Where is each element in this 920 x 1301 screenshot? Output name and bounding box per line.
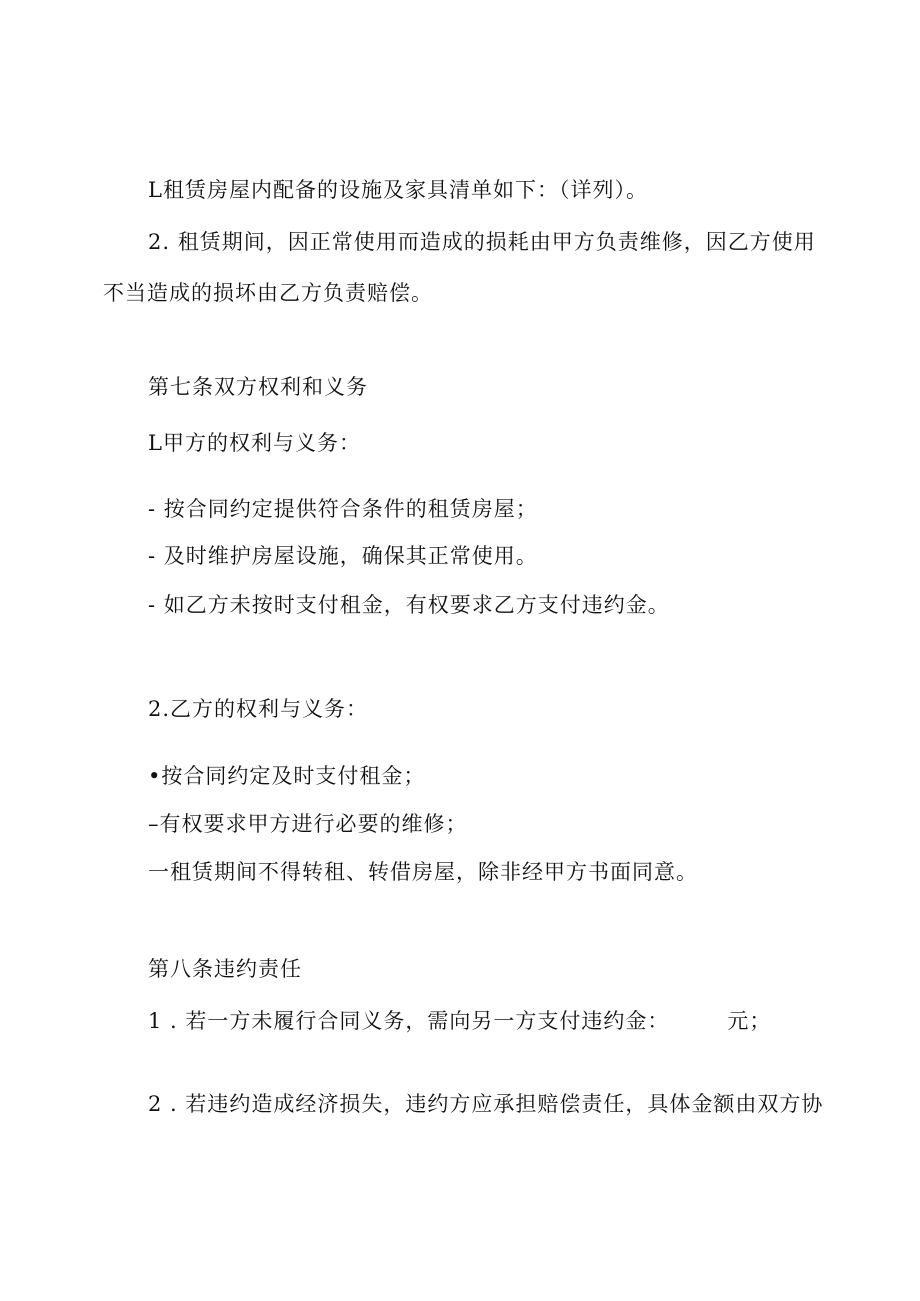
section-7-heading: 第七条双方权利和义务 xyxy=(148,375,368,399)
amount-unit: 元； xyxy=(727,1009,772,1033)
party-b-heading: 2.乙方的权利与义务： xyxy=(148,697,369,721)
clause-8-item-1 xyxy=(148,1007,771,1035)
clause-6-item-2-line-1: 2. 租赁期间，因正常使用而造成的损耗由甲方负责维修，因乙方使用 xyxy=(148,230,816,254)
clause-6-item-2-line-2: 不当造成的损坏由乙方负责赔偿。 xyxy=(103,281,433,305)
party-a-item-1: - 按合同约定提供符合条件的租赁房屋； xyxy=(148,497,538,521)
party-b-item-1: •按合同约定及时支付租金； xyxy=(148,764,426,788)
party-a-item-3: - 如乙方未按时支付租金，有权要求乙方支付违约金。 xyxy=(148,593,670,617)
clause-8-item-2: 2 . 若违约造成经济损失，违约方应承担赔偿责任，具体金额由双方协 xyxy=(148,1092,824,1116)
party-b-item-3: 一租赁期间不得转租、转借房屋，除非经甲方书面同意。 xyxy=(148,860,698,884)
clause-6-item-1: L租赁房屋内配备的设施及家具清单如下：（详列）。 xyxy=(148,178,648,202)
party-a-item-2: - 及时维护房屋设施，确保其正常使用。 xyxy=(148,544,538,568)
section-8-heading: 第八条违约责任 xyxy=(148,957,302,981)
party-a-heading: L甲方的权利与义务： xyxy=(148,431,361,455)
clause-8-item-1-text: 1 . 若一方未履行合同义务，需向另一方支付违约金： xyxy=(148,1009,670,1033)
party-b-item-2: –有权要求甲方进行必要的维修； xyxy=(148,812,468,836)
